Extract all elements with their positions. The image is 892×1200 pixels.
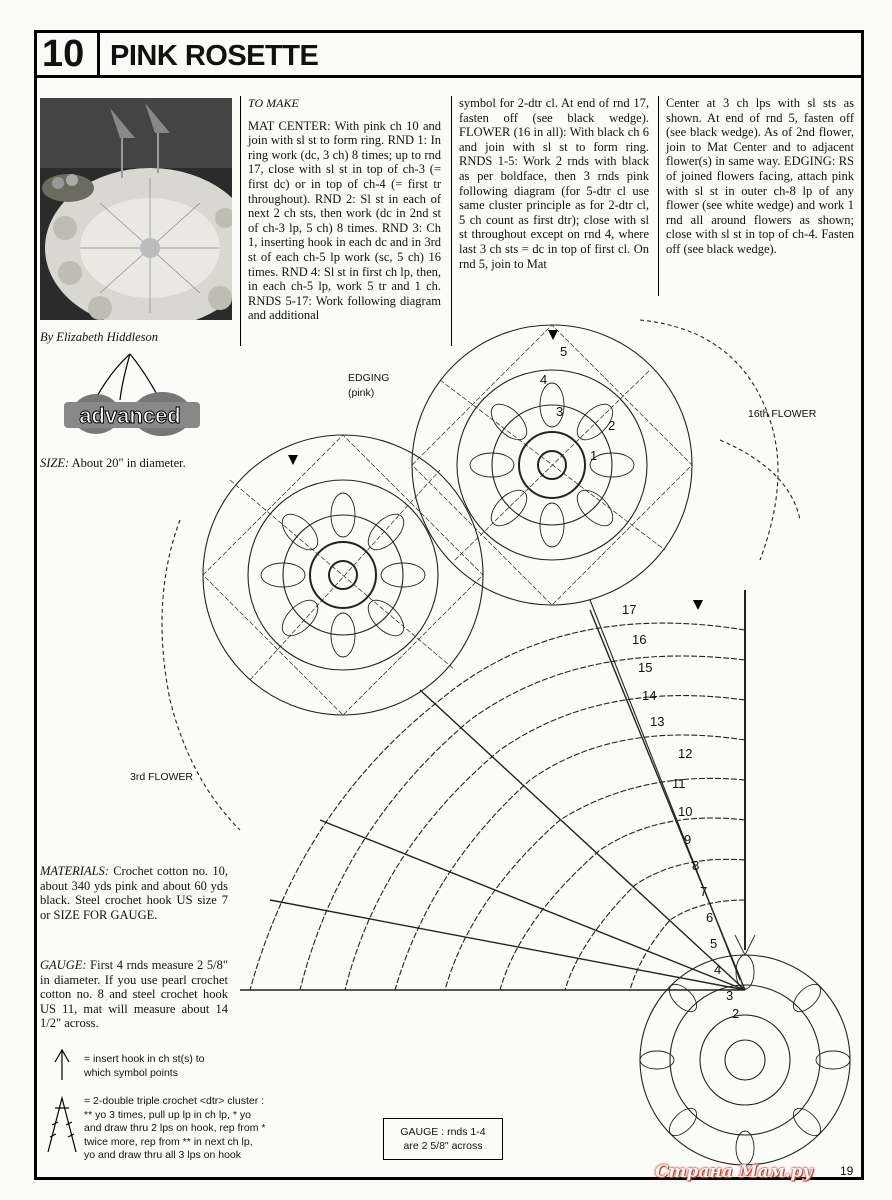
legend-cluster-line: = 2-double triple crochet <dtr> cluster :	[84, 1095, 265, 1107]
gauge-box	[383, 1118, 503, 1160]
materials-block	[40, 864, 228, 922]
instructions-col3-text: Center at 3 ch lps with sl sts as shown. At end of rnd 5, fasten off (see black wedge). As of 2nd flower, join to Mat Center and to adjacent flower(s) in same way. EDGING: RS of joined flowers facing, attach pink with sl st in outer ch-8 lp of any flower (see white wedge) and work 1 rnd all around flowers as shown; close with sl st in top of ch-4. Fasten off (see black wedge).	[666, 96, 854, 256]
materials-text: Crochet cotton no. 10, about 340 yds pink and about 60 yds black. Steel crochet hook US size 7 or SIZE FOR GAUGE.	[40, 864, 228, 922]
flower-round-number: 3	[556, 404, 564, 419]
legend-cluster-line: ** yo 3 times, pull up lp in ch lp, * yo	[84, 1108, 251, 1121]
flower-round-number: 5	[560, 344, 568, 359]
round-number: 10	[678, 804, 693, 819]
round-number: 7	[700, 884, 708, 899]
round-number: 14	[642, 688, 657, 703]
gauge-box-line2: are 2 5/8" across	[403, 1140, 483, 1152]
round-number: 2	[732, 1006, 740, 1021]
legend-cluster-line: yo and draw thru all 3 lps on hook	[84, 1149, 242, 1161]
materials-label: MATERIALS:	[40, 864, 109, 878]
page-title: PINK ROSETTE	[110, 40, 319, 72]
legend-cluster-line: twice more, rep from ** in next ch lp,	[84, 1135, 253, 1148]
flower-round-number: 1	[590, 448, 598, 463]
round-number: 8	[692, 858, 700, 873]
flower16-label: 16th FLOWER	[748, 408, 817, 420]
round-number: 6	[706, 910, 714, 925]
legend-cluster	[84, 1095, 334, 1163]
page-number: 19	[840, 1164, 854, 1178]
legend-cluster-line: and draw thru 2 lps on hook, rep from *	[84, 1122, 266, 1134]
pattern-number: 10	[42, 33, 85, 75]
gauge-label: GAUGE:	[40, 958, 87, 972]
instructions-col1-text: MAT CENTER: With pink ch 10 and join with sl st to form ring. RND 1: In ring work (dc, 3 ch) 8 times; up to rnd 17, close with sl st in top of ch-3 (= first dc) or in top of ch-4 (= first tr throughout). RND 2: Sl st in each of next 2 ch sts, then work (dc in 2nd st of ch-3 lp, 5 ch) 8 times. RND 3: Ch 1, inserting hook in each dc and in 3rd st of each ch-5 lp work (sc, 5 ch) 16 times. RND 4: Sl st in first ch lp, then, in each ch-5 lp, work 5 tr and 1 ch. RNDS 5-17: Work following diagram and additional	[248, 118, 441, 323]
legend-insert-hook: = insert hook in ch st(s) to which symbol points	[84, 1053, 205, 1079]
size-label: SIZE:	[40, 456, 70, 470]
round-number: 11	[672, 776, 686, 791]
round-number: 5	[710, 936, 718, 951]
to-make-heading: TO MAKE	[248, 96, 299, 110]
flower3-label: 3rd FLOWER	[130, 771, 194, 783]
gauge-block	[40, 958, 228, 1031]
round-number: 12	[678, 746, 693, 761]
round-number: 15	[638, 660, 653, 675]
byline: By Elizabeth Hiddleson	[40, 330, 159, 344]
round-number: 13	[650, 714, 665, 729]
round-number: 16	[632, 632, 647, 647]
advanced-badge-text: advanced	[79, 403, 181, 428]
flower-round-number: 4	[540, 372, 548, 387]
round-number: 17	[622, 602, 637, 617]
round-number: 3	[726, 988, 734, 1003]
gauge-box-line1: GAUGE : rnds 1-4	[400, 1126, 486, 1138]
gauge-text: First 4 rnds measure 2 5/8" in diameter. If you use pearl crochet cotton no. 8 and steel crochet hook US 11, mat will measure about 14 1/2" across.	[40, 958, 229, 1030]
edging-sub-label: (pink)	[348, 387, 375, 399]
flower-round-number: 2	[608, 418, 616, 433]
round-number: 4	[714, 962, 722, 977]
size-text: About 20" in diameter.	[71, 456, 186, 470]
round-number: 9	[684, 832, 692, 847]
instructions-col2-text: symbol for 2-dtr cl. At end of rnd 17, fasten off (see black wedge). FLOWER (16 in all): With black ch 6 and join with sl st to form ring. RNDS 1-5: Work 2 rnds with black as per boldface, then 3 rnds pink following diagram (for 5-dtr cl use same cluster principle as for 2-dtr cl, 5 ch count as first dtr); close with sl st throughout except on rnd 4, where last 3 ch sts = dc in top of first cl. On rnd 5, join to Mat	[459, 96, 649, 271]
edging-label: EDGING	[348, 372, 390, 384]
watermark: Страна Мам.ру	[655, 1162, 813, 1182]
